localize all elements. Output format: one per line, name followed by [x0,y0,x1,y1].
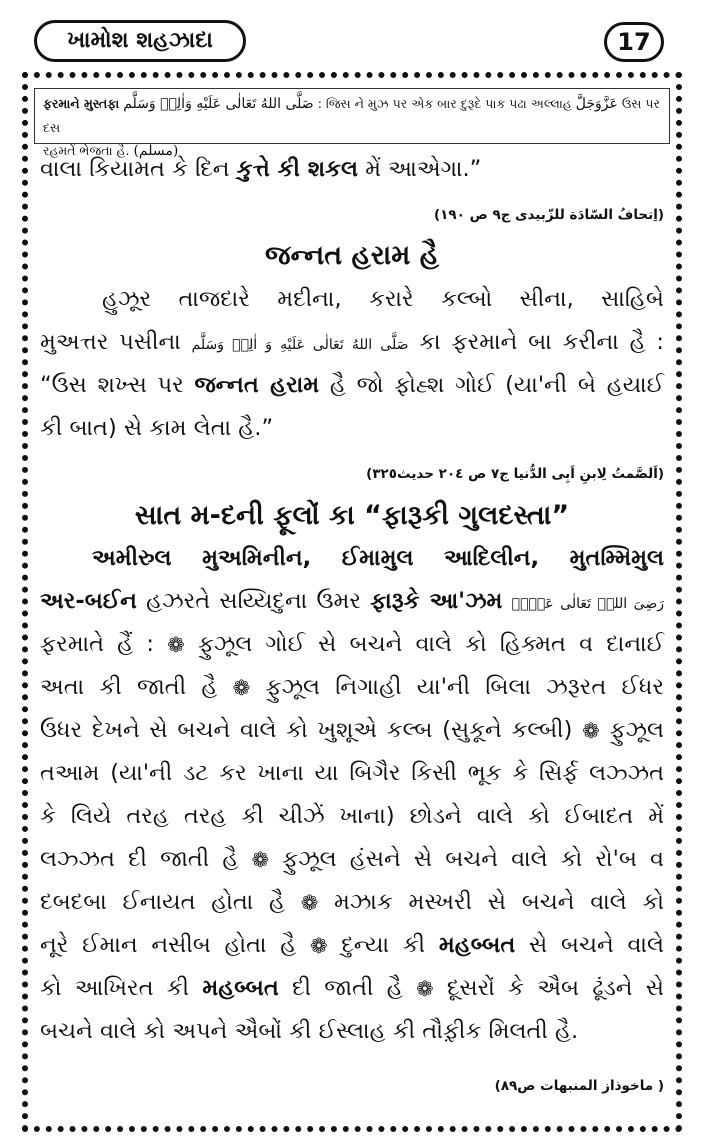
reference-2: (اَلصَّمتُ لِابنِ اَبِى الدُّنيا ج٧ ص ٢٠٤ حديث٣٢٥) [366,466,664,482]
banner-lead: ફરમાને મુસ્તફા [43,96,120,111]
text-line: નૂરે ઈમાન નસીબ હોતા હૈ ❁ દુન્યા કી મહબ્બત સે બચને વાલે [40,932,664,958]
text-line: કો આખિરત કી મહબ્બત દી જાતી હૈ ❁ દૂસરોં કે ઐબ ઢૂંડને સે [40,975,665,1001]
banner-text-2: ઉસ પર દસ [43,96,660,135]
text-line: તઆમ (યા'ની ડટ કર ખાના યા બિગૈર કિસી ભૂક કે સિર્ફ લઝ્ઝત [40,760,664,786]
allah-praise-text: عَزَّوَجَلَّ [575,96,618,112]
banner-text-3: રહમતેં ભેજતા હૈ. [43,143,130,158]
text-line: અમીરુલ મુઅમિનીન, ઈમામુલ આદિલીન, મુતમ્મિમુલ [92,545,664,571]
flower-ornament-icon: ❁ [300,891,319,915]
text-line: કી બાત) સે કામ લેતા હૈ.” [40,415,274,441]
text-line: અતા કી જાતી હૈ ❁ ફુઝૂલ નિગાહી યા'ની બિલા ઝરૂરત ઈધર [40,674,664,700]
text-line: અર-બઈન હઝરતે સય્યિદુના ઉમર ફારૂકે આ'ઝમ رَضِیَ اللہُ تَعَالٰی عَنۡہُ [40,588,664,614]
salutation-text: صَلَّى اللهُ تَعَالٰى عَلَيْهِ وَاٰلِهٖ وَسَلَّم [123,96,314,112]
flower-ornament-icon: ❁ [415,977,434,1001]
text-line: કે લિયે તરહ તરહ કી ચીઝેં ખાના) છોડને વાલે કો ઈબાદત મેં [40,803,664,829]
reference-3: ( ماخوذاز المنبهات ص٨٩) [494,1078,664,1094]
book-title: ખામોશ શહઝાદા [34,20,246,62]
heading-jannat-haram: જન્નત હરામ હૈ [265,240,439,271]
dua-text: رَضِیَ اللہُ تَعَالٰی عَنۡہُ [511,596,664,612]
text-line: વાલા કિયામત કે દિન કુત્તે કી શકલ મેં આએગા.” [40,156,482,182]
flower-ornament-icon: ❁ [232,676,251,700]
flower-ornament-icon: ❁ [251,848,270,872]
text-line: મુઅત્તર પસીના صَلَّى اللهُ تَعَالٰى عَلَيْهِ وَ اٰلِهٖ وَسَلَّم કા ફરમાને બા કરીના હૈ : [40,329,664,355]
heading-farooqi-guldasta: સાત મ-દની ફૂલોં કા “ફારૂકી ગુલદસ્તા” [134,500,570,531]
flower-ornament-icon: ❁ [309,934,328,958]
flower-ornament-icon: ❁ [167,633,185,657]
reference-1: (اِتحافُ السّادَة للزّبيدى ج٩ ص ١٩٠) [433,207,664,223]
text-line: હુઝૂર તાજદારે મદીના, કરારે કલ્બો સીના, સાહિબે [102,286,664,312]
salutation-text: صَلَّى اللهُ تَعَالٰى عَلَيْهِ وَ اٰلِهٖ وَسَلَّم [191,337,409,353]
hadith-banner [34,88,670,159]
text-line: લઝ્ઝત દી જાતી હૈ ❁ ફુઝૂલ હંસને સે બચને વાલે કો રો'બ વ [40,846,664,872]
text-line: “ઉસ શખ્સ પર જન્નત હરામ હૈ જો ફોહ્શ ગોઈ (યા'ની બે હયાઈ [40,372,665,398]
text-line: ફરમાતે હૈં : ❁ ફુઝૂલ ગોઈ સે બચને વાલે કો હિક્મત વ દાનાઈ [40,631,664,657]
banner-source: (مسلم) [133,143,179,159]
page-number: 17 [604,22,664,62]
banner-text-1: : જિસ ને મુઝ પર એક બાર દુરૂદે પાક પઢા અલ્લાહ [317,96,572,111]
text-line: દબદબા ઈનાયત હોતા હૈ ❁ મઝાક મસ્ખરી સે બચને વાલે કો [40,889,664,915]
flower-ornament-icon: ❁ [582,719,600,743]
text-line: ઉધર દેખને સે બચને વાલે કો ખુશૂએ કલ્બ (સુકૂને કલ્બી) ❁ ફુઝૂલ [40,717,665,743]
text-line: બચને વાલે કો અપને ઐબોં કી ઈસ્લાહ કી તૌફ઼ીક મિલતી હૈ. [40,1018,579,1044]
